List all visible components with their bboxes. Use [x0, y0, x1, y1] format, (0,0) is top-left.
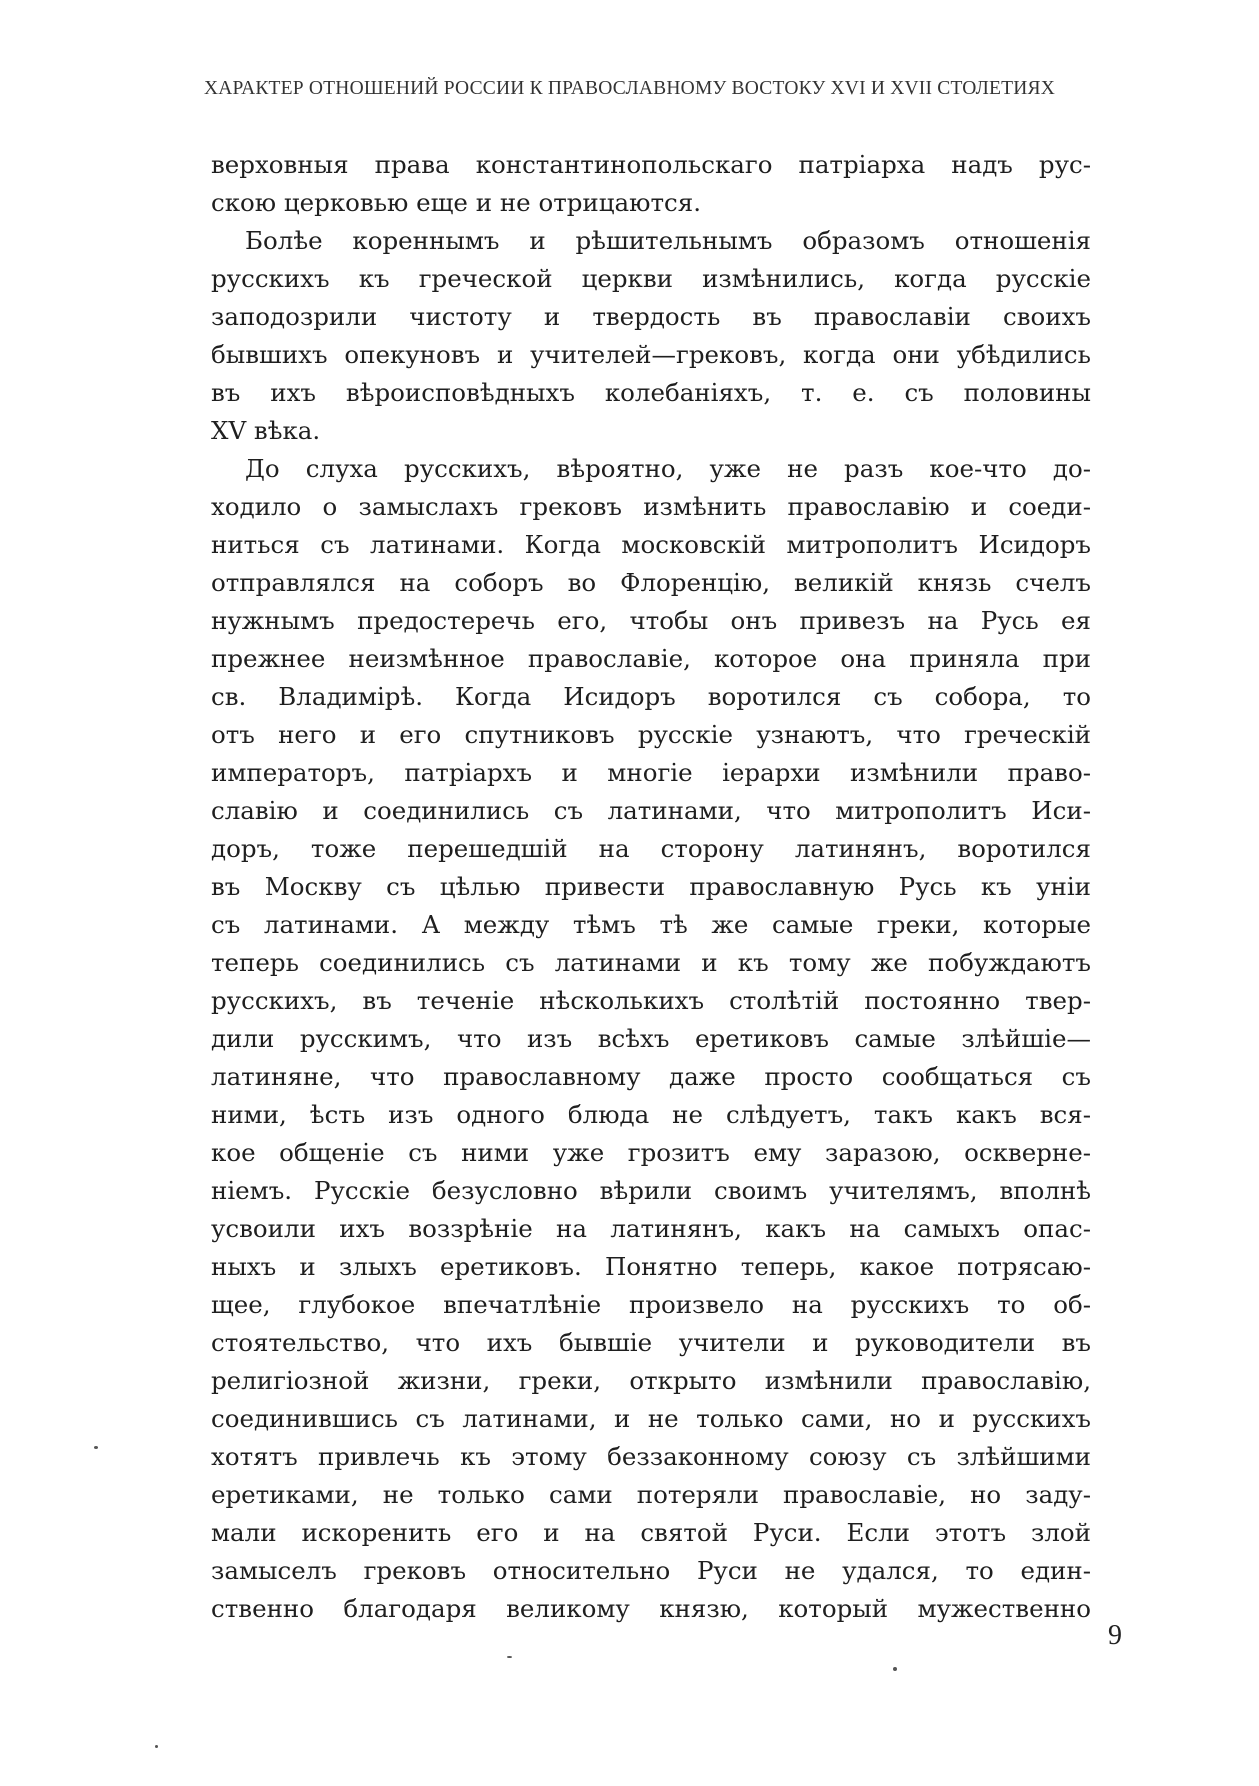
- text-line: соединившись съ латинами, и не только сами, но и русскихъ: [211, 1404, 1091, 1433]
- text-line: ними, ѣсть изъ одного блюда не слѣдуетъ, такъ какъ вся-: [211, 1100, 1091, 1129]
- text-line: ніемъ. Русскіе безусловно вѣрили своимъ учителямъ, вполнѣ: [211, 1176, 1091, 1205]
- body-text: [211, 146, 1091, 1628]
- text-line: ниться съ латинами. Когда московскій митрополитъ Исидоръ: [211, 530, 1091, 559]
- scan-speck: [155, 1745, 158, 1748]
- text-line: мали искоренить его и на святой Руси. Если этотъ злой: [211, 1518, 1091, 1547]
- text-line: отъ него и его спутниковъ русскіе узнаютъ, что греческій: [211, 720, 1091, 749]
- text-line: хотятъ привлечь къ этому беззаконному союзу съ злѣйшими: [211, 1442, 1091, 1471]
- text-line: въ ихъ вѣроисповѣдныхъ колебаніяхъ, т. е. съ половины: [211, 378, 1091, 407]
- text-line: отправлялся на соборъ во Флоренцію, великій князь счелъ: [211, 568, 1091, 597]
- text-line: усвоили ихъ воззрѣніе на латинянъ, какъ на самыхъ опас-: [211, 1214, 1091, 1243]
- text-line: До слуха русскихъ, вѣроятно, уже не разъ кое-что до-: [245, 454, 1091, 483]
- scan-speck: [893, 1667, 897, 1671]
- scan-speck: [507, 1656, 512, 1658]
- text-line: ходило о замыслахъ грековъ измѣнить православію и соеди-: [211, 492, 1091, 521]
- text-line: доръ, тоже перешедшій на сторону латинянъ, воротился: [211, 834, 1091, 863]
- text-line: замыселъ грековъ относительно Руси не удался, то един-: [211, 1556, 1091, 1585]
- text-line: заподозрили чистоту и твердость въ православіи своихъ: [211, 302, 1091, 331]
- text-line: стоятельство, что ихъ бывшіе учители и руководители въ: [211, 1328, 1091, 1357]
- text-line: св. Владимірѣ. Когда Исидоръ воротился съ собора, то: [211, 682, 1091, 711]
- page-number: 9: [1108, 1620, 1122, 1651]
- text-line: ственно благодаря великому князю, который мужественно: [211, 1594, 1091, 1623]
- text-line: бывшихъ опекуновъ и учителей—грековъ, когда они убѣдились: [211, 340, 1091, 369]
- text-line: съ латинами. А между тѣмъ тѣ же самые греки, которые: [211, 910, 1091, 939]
- text-line: русскихъ къ греческой церкви измѣнились, когда русскіе: [211, 264, 1091, 293]
- text-line: славію и соединились съ латинами, что митрополитъ Иси-: [211, 796, 1091, 825]
- text-line: нужнымъ предостеречь его, чтобы онъ привезъ на Русь ея: [211, 606, 1091, 635]
- text-line: еретиками, не только сами потеряли православіе, но заду-: [211, 1480, 1091, 1509]
- text-line: верховныя права константинопольскаго патріарха надъ рус-: [211, 150, 1091, 179]
- text-line: Болѣе кореннымъ и рѣшительнымъ образомъ отношенія: [245, 226, 1091, 255]
- text-line: дили русскимъ, что изъ всѣхъ еретиковъ самые злѣйшіе—: [211, 1024, 1091, 1053]
- text-line: прежнее неизмѣнное православіе, которое она приняла при: [211, 644, 1091, 673]
- text-line: русскихъ, въ теченіе нѣсколькихъ столѣтій постоянно твер-: [211, 986, 1091, 1015]
- text-line: XV вѣка.: [211, 416, 321, 445]
- text-line: религіозной жизни, греки, открыто измѣнили православію,: [211, 1366, 1091, 1395]
- text-line: ныхъ и злыхъ еретиковъ. Понятно теперь, какое потрясаю-: [211, 1252, 1091, 1281]
- text-line: кое общеніе съ ними уже грозитъ ему заразою, оскверне-: [211, 1138, 1091, 1167]
- scan-speck: [94, 1446, 98, 1449]
- text-line: теперь соединились съ латинами и къ тому же побуждаютъ: [211, 948, 1091, 977]
- text-line: въ Москву съ цѣлью привести православную Русь къ уніи: [211, 872, 1091, 901]
- text-line: латиняне, что православному даже просто сообщаться съ: [211, 1062, 1091, 1091]
- text-line: щее, глубокое впечатлѣніе произвело на русскихъ то об-: [211, 1290, 1091, 1319]
- running-head: ХАРАКТЕР ОТНОШЕНИЙ РОССИИ К ПРАВОСЛАВНОМУ ВОСТОКУ XVI И XVII СТОЛЕТИЯХ: [203, 78, 1056, 99]
- text-line: императоръ, патріархъ и многіе іерархи измѣнили право-: [211, 758, 1091, 787]
- text-line: скою церковью еще и не отрицаются.: [211, 188, 701, 217]
